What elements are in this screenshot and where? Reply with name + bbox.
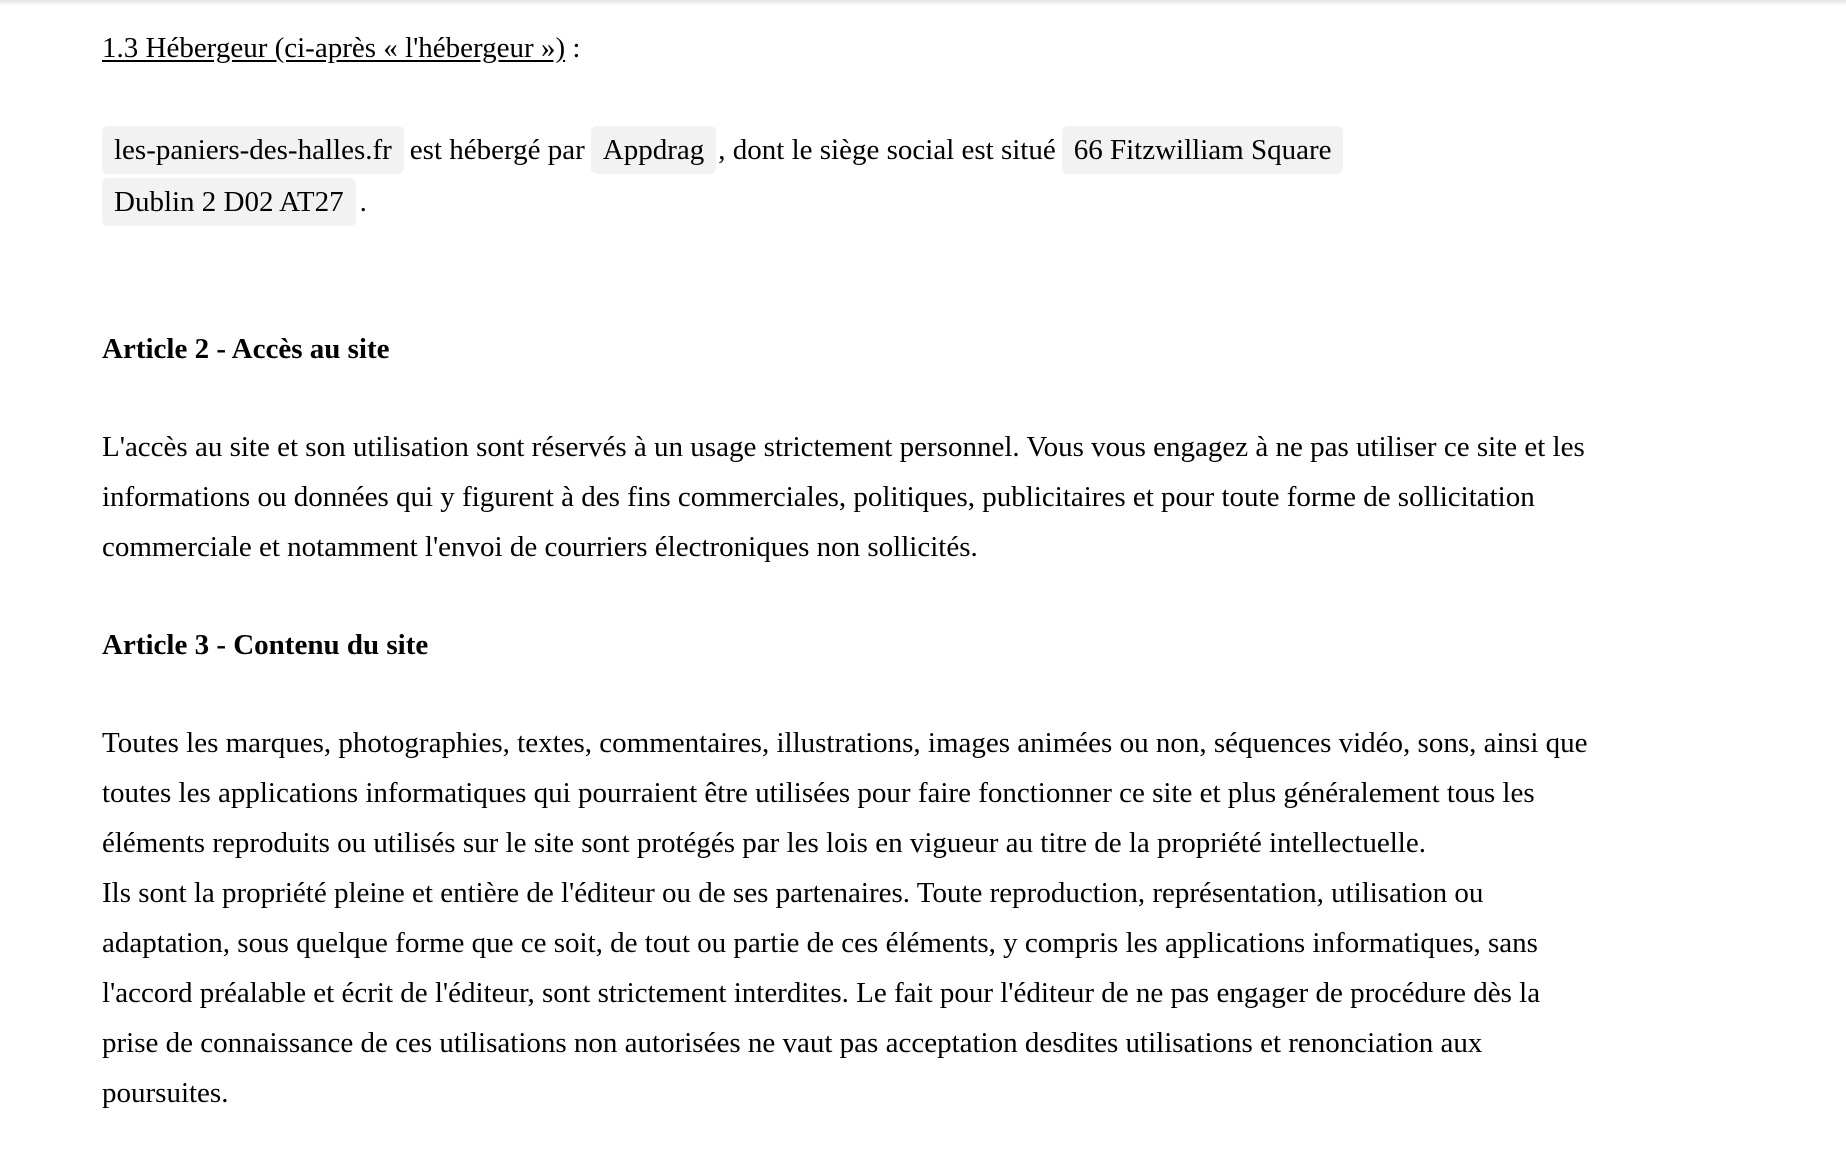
host-domain-chip: les-paniers-des-halles.fr	[102, 126, 404, 174]
paragraph-line: Ils sont la propriété pleine et entière de l'éditeur ou de ses partenaires. Toute reproduction, représentation, utilisation ou	[102, 877, 1484, 909]
article-2-heading: Article 2 - Accès au site	[102, 333, 390, 365]
paragraph-line: poursuites.	[102, 1077, 229, 1109]
host-section-title-suffix: :	[565, 32, 581, 64]
paragraph-line: Toutes les marques, photographies, textes, commentaires, illustrations, images animées ou non, séquences vidéo, sons, ainsi que	[102, 727, 1588, 759]
paragraph-line: prise de connaissance de ces utilisations non autorisées ne vaut pas acceptation desdites utilisations et renonciation aux	[102, 1027, 1483, 1059]
paragraph-line: L'accès au site et son utilisation sont réservés à un usage strictement personnel. Vous vous engagez à ne pas utiliser ce site et les	[102, 431, 1585, 463]
article-2-paragraph	[102, 422, 1752, 572]
paragraph-line: informations ou données qui y figurent à des fins commerciales, politiques, publicitaires et pour toute forme de sollicitation	[102, 481, 1535, 513]
paragraph-line: éléments reproduits ou utilisés sur le site sont protégés par les lois en vigueur au titre de la propriété intellectuelle.	[102, 827, 1426, 859]
article-3-paragraph	[102, 718, 1752, 1118]
host-section-title-link[interactable]: 1.3 Hébergeur (ci-après « l'hébergeur »)	[102, 32, 566, 64]
address-line1-chip: 66 Fitzwilliam Square	[1062, 126, 1344, 174]
article-3-heading: Article 3 - Contenu du site	[102, 629, 429, 661]
host-section-title	[102, 28, 580, 68]
paragraph-line: l'accord préalable et écrit de l'éditeur, sont strictement interdites. Le fait pour l'éditeur de ne pas engager de procédure dès la	[102, 977, 1541, 1009]
paragraph-line: toutes les applications informatiques qui pourraient être utilisées pour faire fonctionner ce site et plus généralement tous les	[102, 777, 1535, 809]
top-edge-shadow	[0, 0, 1846, 6]
host-line-2	[102, 178, 1752, 226]
siege-text: , dont le siège social est situé	[718, 134, 1056, 166]
address-line2-chip: Dublin 2 D02 AT27	[102, 178, 356, 226]
host-name-chip: Appdrag	[591, 126, 716, 174]
host-line-1	[102, 126, 1752, 174]
paragraph-line: adaptation, sous quelque forme que ce soit, de tout ou partie de ces éléments, y compris les applications informatiques, sans	[102, 927, 1538, 959]
paragraph-line: commerciale et notamment l'envoi de courriers électroniques non sollicités.	[102, 531, 978, 563]
hosted-by-text: est hébergé par	[409, 134, 585, 166]
host-line-end: .	[359, 186, 367, 218]
